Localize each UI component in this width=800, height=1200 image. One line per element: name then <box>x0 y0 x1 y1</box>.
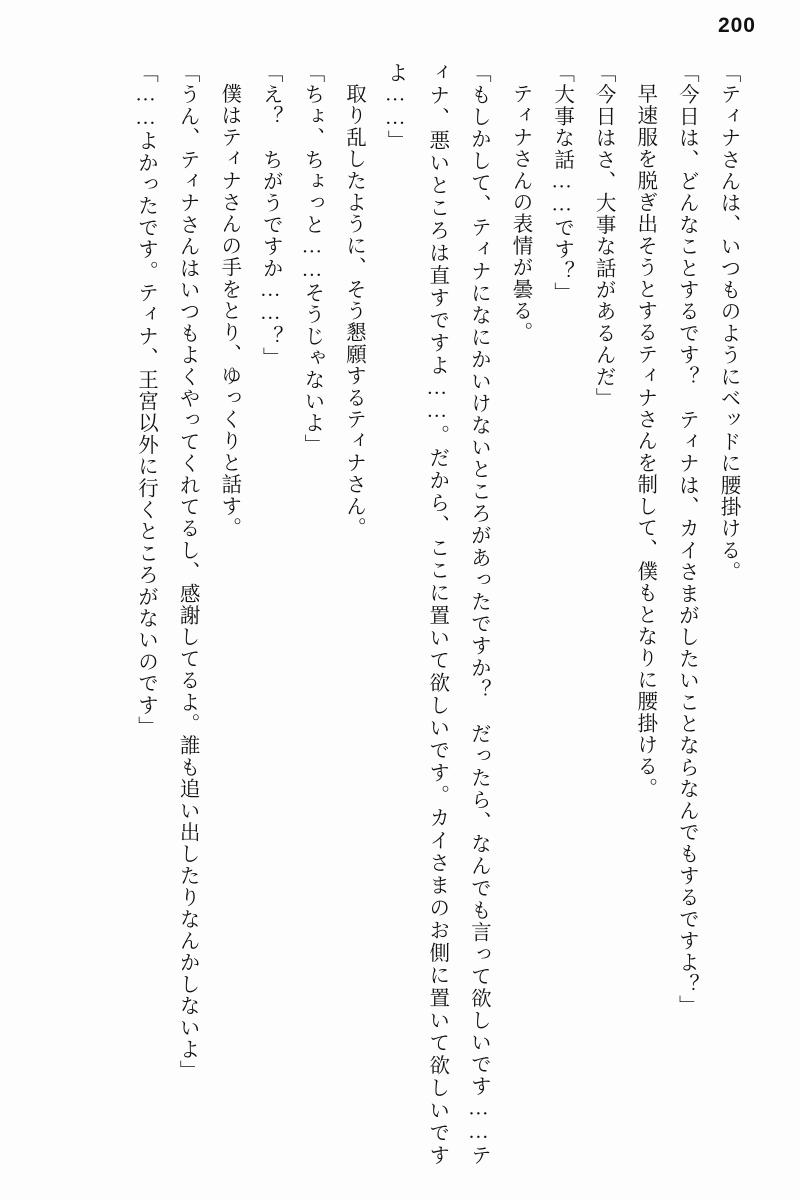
body-paragraph: 「ティナさんは、いつものようにベッドに腰掛ける。 <box>717 62 739 583</box>
page-body-text <box>52 62 748 1166</box>
body-paragraph: 「え？ ちがうですか……？」 <box>259 62 282 369</box>
body-paragraph: 「もしかして、ティナになにかいけないところがあったですか？ だったら、なんでも言って欲しいです……ティナ、悪いところは直すですよ……。だから、ここに置いて欲しいです。カイさまのお側に置いて欲しいですよ……」 <box>384 62 490 1166</box>
body-paragraph: 「今日はさ、大事な話があるんだ」 <box>592 62 615 410</box>
body-paragraph: 取り乱したように、そう懇願するティナさん。 <box>342 82 365 539</box>
body-paragraph: 僕はティナさんの手をとり、ゆっくりと話す。 <box>217 82 240 539</box>
body-paragraph: 「今日は、どんなことするです？ ティナは、カイさまがしたいことならなんでもするですよ？」 <box>675 62 698 1017</box>
body-paragraph: 「……よかったです。ティナ、王宮以外に行くところがないのです」 <box>134 62 157 738</box>
body-paragraph: ティナさんの表情が曇る。 <box>508 82 531 343</box>
body-paragraph: 「大事な話……です？」 <box>550 62 573 304</box>
body-paragraph: 「ちょ、ちょっと……そうじゃないよ」 <box>300 62 323 456</box>
body-paragraph: 「うん、ティナさんはいつもよくやってくれてるし、感謝してるよ。誰も追い出したりなんかしないよ」 <box>176 62 199 1082</box>
header-divider <box>40 48 760 49</box>
page-number: 200 <box>717 14 756 37</box>
body-paragraph: 早速服を脱ぎ出そうとするティナさんを制して、僕もとなりに腰掛ける。 <box>633 82 656 799</box>
